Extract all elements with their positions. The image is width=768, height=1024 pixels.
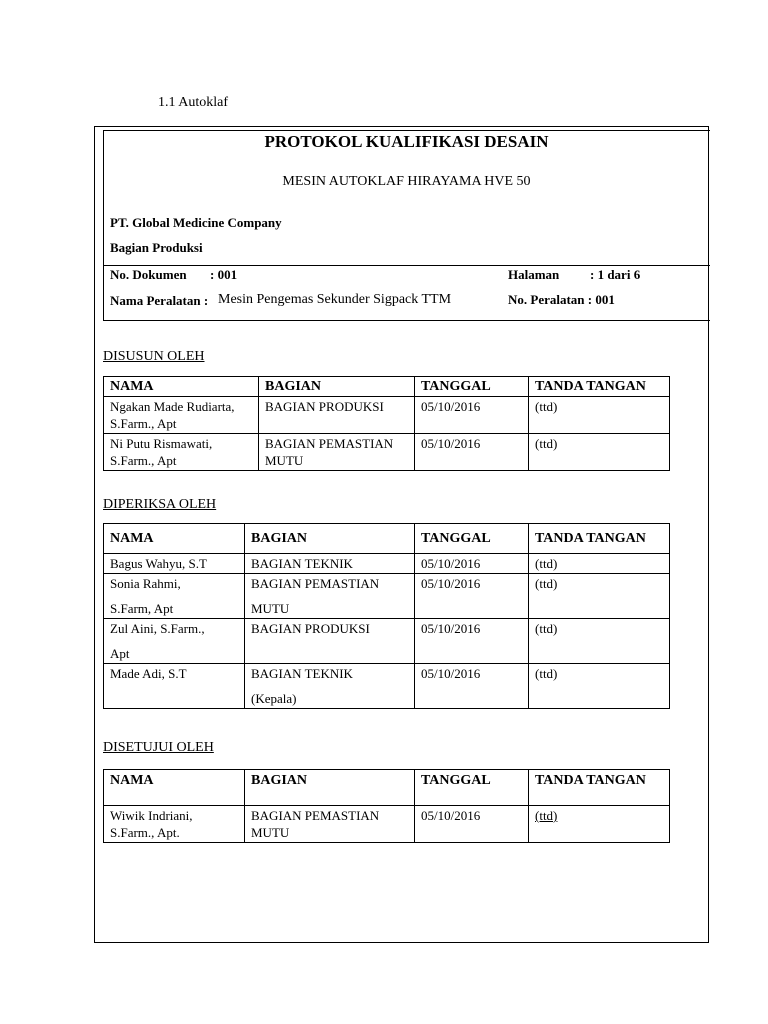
document-subtitle: MESIN AUTOKLAF HIRAYAMA HVE 50 [282,174,531,189]
table-disusun [103,376,670,471]
cell-ttd [529,806,670,843]
cell-ttd: (ttd) [529,434,670,471]
table-row [104,664,670,709]
cell-ttd: (ttd) [529,664,670,709]
cell-nama-line1: Sonia Rahmi, [110,576,181,591]
cell-tanggal: 05/10/2016 [415,434,529,471]
cell-nama: Wiwik Indriani, S.Farm., Apt. [104,806,245,843]
col-bagian: BAGIAN [245,524,415,554]
cell-ttd: (ttd) [529,619,670,664]
cell-nama [104,574,245,619]
section-number: 1.1 Autoklaf [158,95,228,110]
cell-nama: Bagus Wahyu, S.T [104,554,245,574]
table-row [104,397,670,434]
cell-bagian: BAGIAN TEKNIK [245,554,415,574]
col-tanggal: TANGGAL [415,770,529,806]
col-tanggal: TANGGAL [415,377,529,397]
doc-no-value: : 001 [210,267,238,282]
section-heading-diperiksa: DIPERIKSA OLEH [103,497,217,512]
cell-nama [104,619,245,664]
equipment-name-value: Mesin Pengemas Sekunder Sigpack TTM [218,292,452,307]
doc-no-label: No. Dokumen [110,267,187,282]
col-tanda-tangan: TANDA TANGAN [529,377,670,397]
cell-nama: Ngakan Made Rudiarta, S.Farm., Apt [104,397,259,434]
page-value: : 1 dari 6 [590,267,641,282]
cell-tanggal: 05/10/2016 [415,664,529,709]
cell-bagian-line2: MUTU [251,601,290,616]
table-row [104,554,670,574]
cell-nama: Ni Putu Rismawati, S.Farm., Apt [104,434,259,471]
cell-nama-line2: S.Farm, Apt [110,601,174,616]
col-nama: NAMA [104,524,245,554]
table-header-row [104,377,670,397]
company-name: PT. Global Medicine Company [110,215,282,230]
table-header-row [104,770,670,806]
cell-bagian [245,574,415,619]
equipment-name-label: Nama Peralatan : [110,293,209,308]
table-row [104,806,670,843]
cell-tanggal: 05/10/2016 [415,397,529,434]
section-heading-disetujui: DISETUJUI OLEH [103,740,214,755]
section-heading-disusun: DISUSUN OLEH [103,349,205,364]
table-disetujui [103,769,670,843]
cell-nama-line1: Zul Aini, S.Farm., [110,621,205,636]
table-row [104,619,670,664]
cell-bagian: BAGIAN PRODUKSI [259,397,415,434]
cell-bagian-line1: BAGIAN PEMASTIAN [251,576,380,591]
cell-nama: Made Adi, S.T [104,664,245,709]
col-nama: NAMA [104,377,259,397]
table-diperiksa [103,523,670,709]
col-nama: NAMA [104,770,245,806]
cell-tanggal: 05/10/2016 [415,574,529,619]
table-row [104,574,670,619]
cell-ttd: (ttd) [529,574,670,619]
cell-bagian-line2: (Kepala) [251,691,297,706]
header-divider [103,265,710,266]
department-name: Bagian Produksi [110,240,203,255]
col-tanda-tangan: TANDA TANGAN [529,524,670,554]
col-tanda-tangan: TANDA TANGAN [529,770,670,806]
equipment-no: No. Peralatan : 001 [508,292,615,307]
page-label: Halaman [508,267,560,282]
cell-bagian: BAGIAN PRODUKSI [245,619,415,664]
cell-tanggal: 05/10/2016 [415,619,529,664]
cell-bagian: BAGIAN PEMASTIAN MUTU [259,434,415,471]
table-row [104,434,670,471]
signature-mark: (ttd) [535,808,558,823]
cell-bagian [245,664,415,709]
col-bagian: BAGIAN [259,377,415,397]
cell-ttd: (ttd) [529,397,670,434]
cell-nama-line2: Apt [110,646,130,661]
cell-ttd: (ttd) [529,554,670,574]
col-tanggal: TANGGAL [415,524,529,554]
cell-bagian: BAGIAN PEMASTIAN MUTU [245,806,415,843]
cell-tanggal: 05/10/2016 [415,554,529,574]
document-title: PROTOKOL KUALIFIKASI DESAIN [264,132,549,151]
cell-bagian-line1: BAGIAN TEKNIK [251,666,353,681]
cell-tanggal: 05/10/2016 [415,806,529,843]
table-header-row [104,524,670,554]
col-bagian: BAGIAN [245,770,415,806]
